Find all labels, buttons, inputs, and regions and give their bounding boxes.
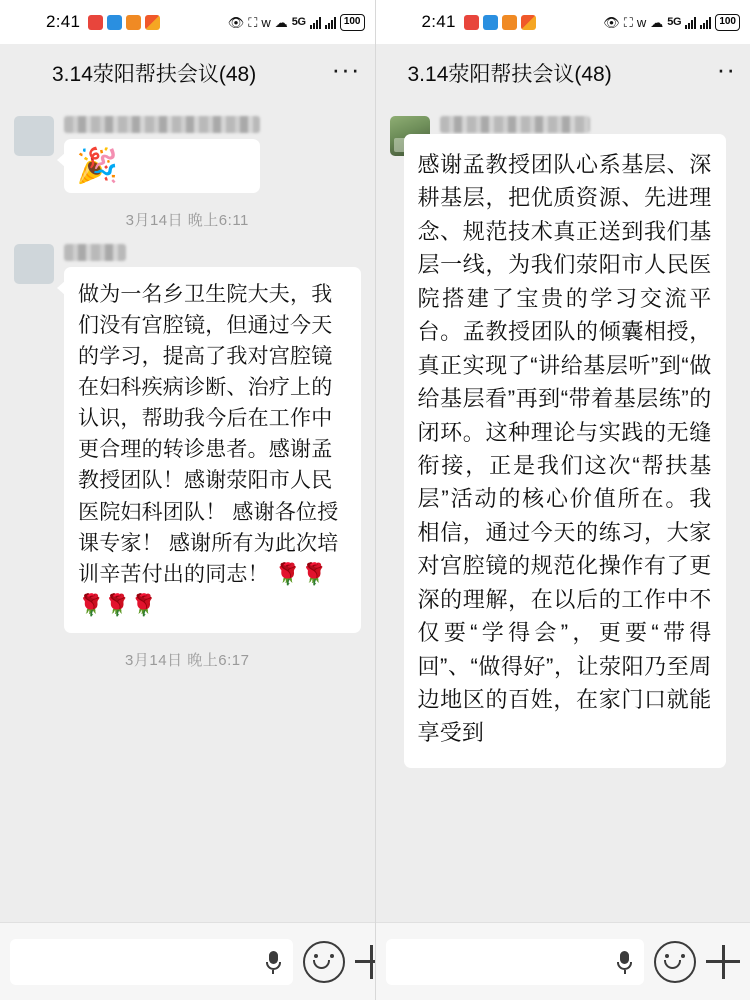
sender-name-blurred — [64, 116, 260, 133]
plus-icon[interactable] — [355, 945, 376, 979]
app-red-icon — [88, 15, 103, 30]
status-bar — [376, 0, 750, 44]
network-type-label: 5G — [667, 16, 682, 28]
message-list[interactable] — [0, 102, 375, 922]
message-list[interactable] — [376, 102, 750, 922]
avatar[interactable] — [14, 244, 54, 284]
message-timestamp: 3月14日 晚上6:17 — [125, 651, 250, 669]
signal-icon — [310, 16, 321, 29]
battery-indicator: 100 — [715, 14, 740, 31]
chat-screen-right — [376, 0, 750, 1000]
message-bubble[interactable]: 感谢孟教授团队心系基层、深耕基层，把优质资源、先进理念、规范技术真正送到我们基层一线，为我们荥阳市人民医院搭建了宝贵的学习交流平台。孟教授团队的倾囊相授，真正实现了“讲给基层听”到“做给基层看”再到“带着基层练”的闭环。这种理论与实践的无缝衔接，正是我们这次“帮扶基层”活动的核心价值所在。我相信，通过今天的练习，大家对宫腔镜的规范化操作有了更深的理解，在以后的工作中不仅要“学得会”，更要“带得回”、“做得好”，让荥阳乃至周边地区的百姓，在家门口就能享受到 — [404, 134, 726, 768]
status-app-icons — [464, 15, 603, 30]
app-blue-icon — [107, 15, 122, 30]
message-row-text — [0, 236, 375, 633]
message-bubble[interactable]: 做为一名乡卫生院大夫，我们没有宫腔镜，但通过今天的学习，提高了我对宫腔镜在妇科疾病诊断、治疗上的认识，帮助我今后在工作中更合理的转诊患者。感谢孟教授团队！感谢荥阳市人民医院妇科团队！ 感谢各位授课专家！ 感谢所有为此次培训辛苦付出的同志！ 🌹🌹🌹🌹🌹 — [64, 267, 361, 633]
app-orange2-icon — [145, 15, 160, 30]
status-app-icons — [88, 15, 227, 30]
chat-title: 3.14荥阳帮扶会议(48) — [407, 63, 612, 86]
signal2-icon — [325, 16, 336, 29]
bubble-column — [64, 244, 361, 633]
status-system-icons — [603, 14, 740, 31]
app-orange-icon — [502, 15, 517, 30]
chat-title: 3.14荥阳帮扶会议(48) — [52, 63, 257, 86]
status-system-icons — [228, 14, 365, 31]
bluetooth-icon: w — [636, 14, 647, 30]
chat-input-bar — [376, 922, 750, 1000]
more-options-icon[interactable]: ·· — [716, 53, 736, 84]
message-input[interactable] — [10, 939, 293, 985]
eye-icon: 👁 — [603, 14, 620, 30]
signal-icon — [685, 16, 696, 29]
network-type-label: 5G — [291, 16, 306, 28]
message-row-sticker — [0, 108, 375, 193]
signal2-icon — [700, 16, 711, 29]
message-input[interactable] — [386, 939, 645, 985]
microphone-icon[interactable] — [617, 951, 632, 973]
message-bubble[interactable]: 🎉 — [64, 139, 260, 193]
plus-icon[interactable] — [706, 945, 740, 979]
app-orange2-icon — [521, 15, 536, 30]
eye-icon: 👁 — [227, 14, 245, 30]
sender-name-blurred — [64, 244, 126, 261]
smiley-icon[interactable] — [303, 941, 345, 983]
avatar[interactable] — [14, 116, 54, 156]
app-blue-icon — [483, 15, 498, 30]
battery-indicator: 100 — [340, 14, 365, 31]
message-timestamp: 3月14日 晚上6:11 — [125, 212, 249, 229]
wifi-icon: ☁ — [274, 14, 288, 30]
bubble-column — [64, 116, 260, 193]
smiley-icon[interactable] — [654, 941, 696, 983]
wifi-icon: ☁ — [650, 14, 664, 30]
microphone-icon[interactable] — [266, 951, 281, 973]
status-time: 2:41 — [421, 12, 456, 31]
nfc-icon: ⛶ — [623, 14, 633, 30]
chat-input-bar — [0, 922, 375, 1000]
bluetooth-icon: w — [261, 14, 271, 30]
chat-header — [376, 44, 750, 102]
chat-header — [0, 44, 375, 102]
status-time: 2:41 — [46, 12, 81, 31]
app-orange-icon — [126, 15, 141, 30]
sender-name-blurred — [440, 116, 590, 133]
app-red-icon — [464, 15, 479, 30]
more-options-icon[interactable]: ··· — [331, 53, 361, 84]
nfc-icon: ⛶ — [248, 14, 258, 30]
status-bar — [0, 0, 375, 44]
